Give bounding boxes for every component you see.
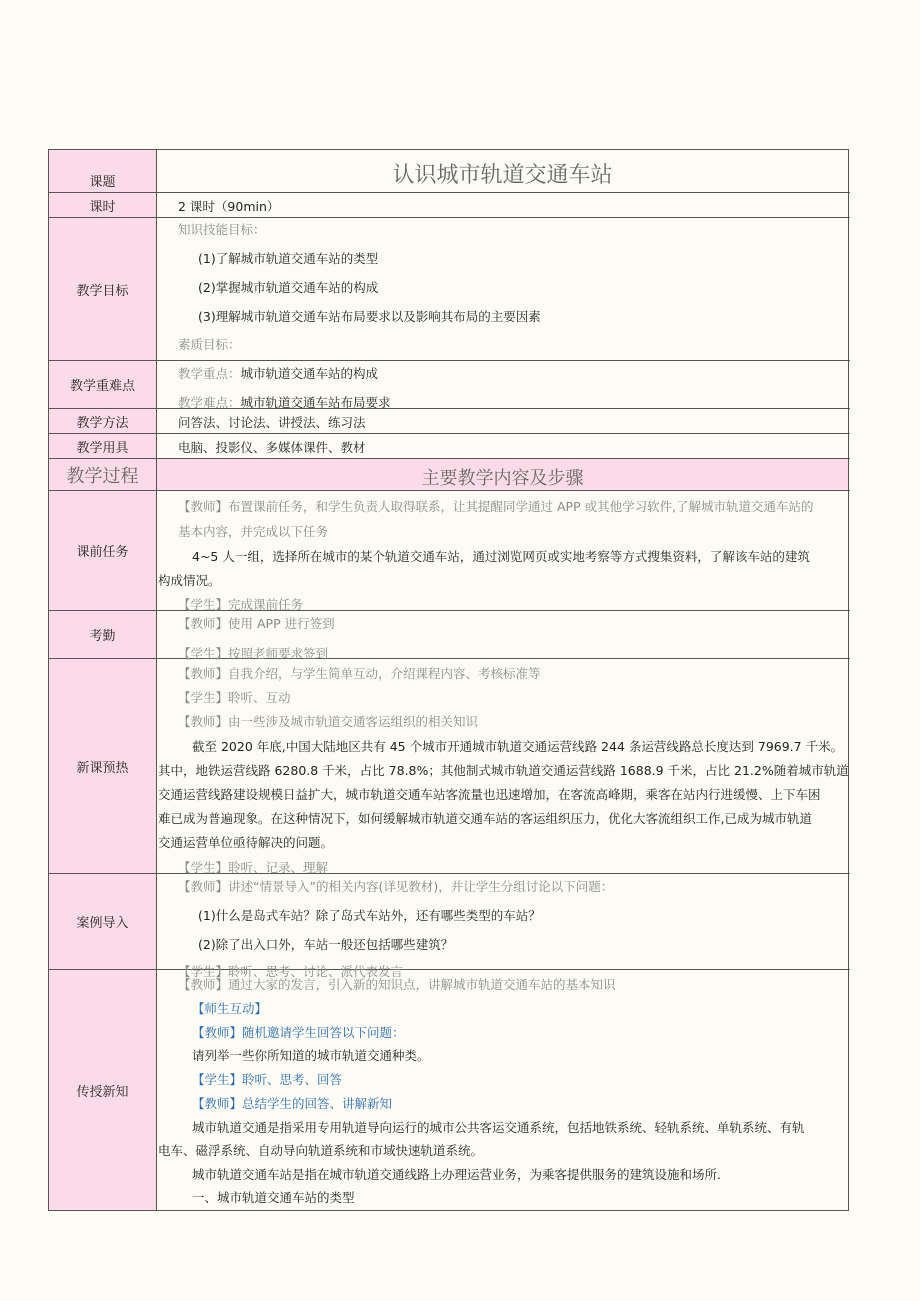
pre-task-student: 【学生】完成课前任务 xyxy=(178,597,304,612)
pre-task-teacher-cont: 基本内容，并完成以下任务 xyxy=(178,524,329,539)
preview-teacher: 【教师】由一些涉及城市轨道交通客运组织的相关知识 xyxy=(178,714,479,729)
label-tools: 教学用具 xyxy=(49,434,156,458)
label-preview: 新课预热 xyxy=(49,659,156,873)
label-case: 案例导入 xyxy=(49,874,156,969)
case-student: 【学生】聆听、思考、讨论、派代表发言 xyxy=(178,964,404,979)
teach-teacher-summary: 【教师】总结学生的回答、讲解新知 xyxy=(192,1096,393,1111)
diff-text: 城市轨道交通车站布局要求 xyxy=(240,395,391,410)
teach-teacher: 【教师】通过大家的发言，引入新的知识点，讲解城市轨道交通车站的基本知识 xyxy=(178,977,616,992)
teach-section-heading: 一、城市轨道交通车站的类型 xyxy=(192,1190,355,1205)
difficulty-point xyxy=(178,395,391,411)
teach-question: 请列举一些你所知道的城市轨道交通种类。 xyxy=(192,1048,430,1063)
attendance-student: 【学生】按照老师要求签到 xyxy=(178,646,329,661)
preview-paragraph: 其中，地铁运营线路 6280.8 千米，占比 78.8%；其他制式城市轨道交通运营线路 1688.9 千米，占比 21.2%随着城市轨道 xyxy=(158,763,849,778)
knowledge-heading: 知识技能目标： xyxy=(178,222,266,237)
label-key-points: 教学重难点 xyxy=(49,361,156,408)
case-question: (2)除了出入口外，车站一般还包括哪些建筑？ xyxy=(198,937,454,952)
preview-paragraph: 交通运营线路建设规模日益扩大，城市轨道交通车站客流量也迅速增加，在客流高峰期，乘客在站内行进缓慢、上下车困 xyxy=(158,787,821,802)
key-text: 城市轨道交通车站的构成 xyxy=(240,366,379,381)
teach-paragraph: 城市轨道交通是指采用专用轨道导向运行的城市公共客运交通系统，包括地铁系统、轻轨系统、单轨系统、有轨 xyxy=(192,1120,805,1135)
label-goals: 教学目标 xyxy=(49,218,156,360)
preview-student: 【学生】聆听、互动 xyxy=(178,690,291,705)
teach-student: 【学生】聆听、思考、回答 xyxy=(192,1072,343,1087)
key-point xyxy=(178,366,378,382)
preview-paragraph: 难已成为普遍现象。在这种情况下，如何缓解城市轨道交通车站的客运组织压力，优化大客流组织工作,已成为城市轨道 xyxy=(158,811,812,826)
teach-paragraph: 城市轨道交通车站是指在城市轨道交通线路上办理运营业务，为乘客提供服务的建筑设施和场所. xyxy=(192,1167,721,1182)
label-pre-task: 课前任务 xyxy=(49,491,156,610)
teach-interaction: 【师生互动】 xyxy=(192,1001,268,1016)
diff-prefix: 教学难点： xyxy=(178,395,241,410)
goal-item: (1)了解城市轨道交通车站的类型 xyxy=(198,251,379,266)
label-hours: 课时 xyxy=(49,193,156,217)
preview-paragraph: 截至 2020 年底,中国大陆地区共有 45 个城市开通城市轨道交通运营线路 244 条运营线路总长度达到 7969.7 千米。 xyxy=(192,739,844,754)
goal-item: (3)理解城市轨道交通车站布局要求以及影响其布局的主要因素 xyxy=(198,309,541,324)
label-attendance: 考勤 xyxy=(49,611,156,658)
tools-value: 电脑、投影仪、多媒体课件、教材 xyxy=(178,440,366,455)
page-title: 认识城市轨道交通车站 xyxy=(392,163,613,188)
quality-heading: 素质目标： xyxy=(178,337,241,352)
hours-value: 2 课时（90min） xyxy=(178,199,280,214)
preview-paragraph: 交通运营单位亟待解决的问题。 xyxy=(158,835,334,850)
preview-teacher: 【教师】自我介绍，与学生简单互动，介绍课程内容、考核标准等 xyxy=(178,666,541,681)
process-header-right: 主要教学内容及步骤 xyxy=(421,468,584,489)
goal-item: (2)掌握城市轨道交通车站的构成 xyxy=(198,280,379,295)
label-method: 教学方法 xyxy=(49,409,156,433)
teach-paragraph: 电车、磁浮系统、自动导向轨道系统和市域快速轨道系统。 xyxy=(158,1143,484,1158)
label-teach: 传授新知 xyxy=(49,970,156,1210)
label-title: 课题 xyxy=(49,150,156,192)
key-prefix: 教学重点： xyxy=(178,366,241,381)
attendance-teacher: 【教师】使用 APP 进行签到 xyxy=(178,616,335,631)
process-header-left: 教学过程 xyxy=(49,459,156,490)
case-teacher: 【教师】讲述“情景导入”的相关内容(详见教材)，并让学生分组讨论以下问题： xyxy=(178,879,614,894)
teach-teacher-invite: 【教师】随机邀请学生回答以下问题： xyxy=(192,1025,405,1040)
column-divider xyxy=(156,149,157,1211)
pre-task-body: 4~5 人一组，选择所在城市的某个轨道交通车站，通过浏览网页或实地考察等方式搜集资料，了解该车站的建筑 xyxy=(192,549,810,564)
preview-student-2: 【学生】聆听、记录、理解 xyxy=(178,860,329,875)
pre-task-body-cont: 构成情况。 xyxy=(158,573,221,588)
case-question: (1)什么是岛式车站？除了岛式车站外，还有哪些类型的车站？ xyxy=(198,908,541,923)
method-value: 问答法、讨论法、讲授法、练习法 xyxy=(178,415,366,430)
pre-task-teacher: 【教师】布置课前任务，和学生负责人取得联系，让其提醒同学通过 APP 或其他学习软件,了解城市轨道交通车站的 xyxy=(178,499,814,514)
